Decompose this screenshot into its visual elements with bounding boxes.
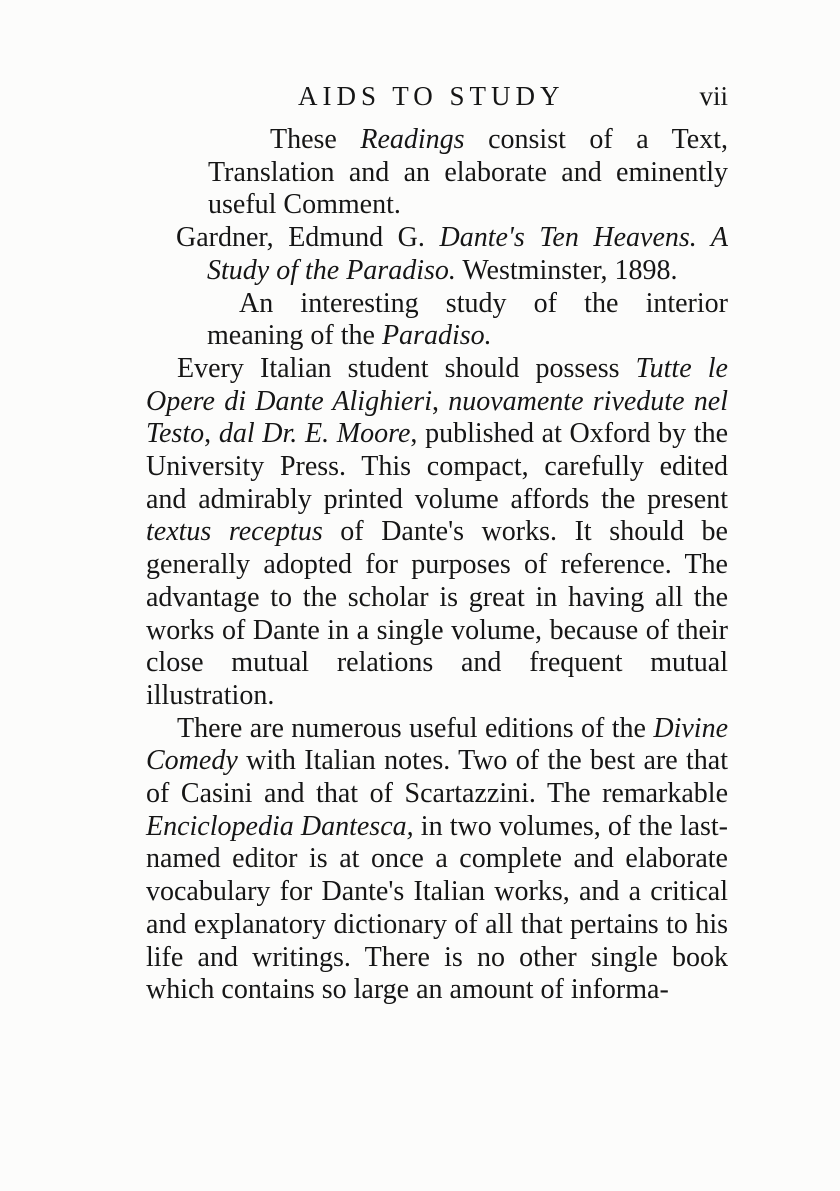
entry-imprint: Westminster, 1898.	[455, 254, 678, 286]
page-number: vii	[699, 81, 728, 111]
entry-note: An interesting study of the interior meaning of the Paradiso.	[207, 287, 728, 352]
entry-author: Gardner, Edmund G.	[176, 222, 440, 254]
italic-title: Enciclopedia Dantesca,	[146, 810, 414, 842]
entry-note: These Readings consist of a Text, Translation and an elaborate and eminently useful Comment.	[208, 124, 728, 221]
body-paragraph: Every Italian student should possess Tutte le Opere di Dante Alighieri, nuovamente rivedute nel Testo, dal Dr. E. Moore, published at Oxford by the University Press. This compact, carefully edited and admirably printed volume affords the present textus receptus of Dante's works. It should be generally adopted for purposes of reference. The advantage to the scholar is great in having all the works of Dante in a single volume, because of their close mutual relations and frequent mutual illustration.	[146, 352, 729, 711]
running-title: AIDS TO STUDY	[298, 81, 565, 111]
bibliography-entry-readings	[146, 124, 728, 222]
italic-title: Readings	[360, 124, 465, 155]
body-paragraph: There are numerous useful editions of the Divine Comedy with Italian notes. Two of the best are that of Casini and that of Scartazzini. The remarkable Enciclopedia Dantesca, in two volumes, of the last-named editor is at once a complete and elaborate vocabulary for Dante's Italian works, and a critical and explanatory dictionary of all that pertains to his life and writings. There is no other single book which contains so large an amount of informa-	[146, 712, 728, 1006]
entry-title: Dante's Ten Heavens. A Study of the Paradiso.	[207, 222, 728, 286]
italic-title: dal Dr. E. Moore	[218, 418, 411, 450]
italic-term: textus receptus	[146, 516, 323, 548]
italic-title: Tutte le Opere di Dante Alighieri	[146, 352, 728, 417]
entry-citation	[146, 222, 728, 287]
running-head	[146, 78, 728, 114]
bibliography-entry-gardner	[146, 222, 728, 353]
italic-title: nuovamente rivedute nel Testo	[146, 385, 728, 450]
italic-title: Divine Comedy	[146, 712, 728, 777]
page-body	[146, 124, 728, 1007]
italic-title: Paradiso.	[381, 320, 492, 352]
